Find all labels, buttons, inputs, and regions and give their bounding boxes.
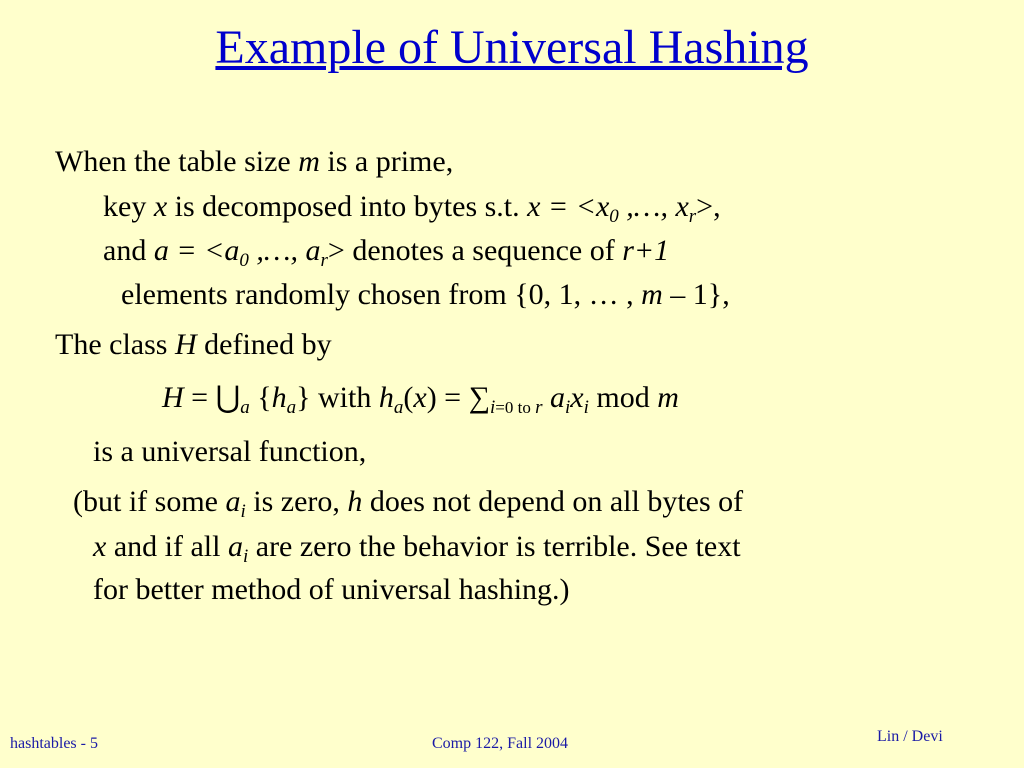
footer-right: Lin / Devi [877,728,943,745]
formula-line: $H = ⋃_a$ $\{h_a\}$ with $h_a(x) = \sum_{i=0 to r}$ $a_ix_i$ mod m [162,381,679,418]
text-line-5: The class H defined by [55,328,332,361]
footer-left: hashtables - 5 [10,735,98,752]
union-symbol: ⋃ [215,381,241,414]
text-line-9: for better method of universal hashing.) [93,573,570,606]
text-line-1: When the table size m is a prime, [55,145,454,178]
text-line-6: is a universal function, [93,435,367,468]
text-line-3: and $a = <a_0$ ,…, $a_r>$ denotes a sequence of r+1 [103,234,670,271]
text-line-2: key x is decomposed into bytes s.t. $x = <x_0$ ,…, $x_r>$, [103,190,721,227]
text-line-7: (but if some $a_i$ is zero, h does not depend on all bytes of [73,485,744,522]
text-line-4: elements randomly chosen from {0, 1, … , m – 1}, [121,278,730,311]
slide-title: Example of Universal Hashing [215,21,809,74]
text-line-8: x and if all $a_i$ are zero the behavior is terrible. See text [93,530,741,567]
sigma-symbol: ∑ [468,381,490,414]
footer-center: Comp 122, Fall 2004 [432,735,569,752]
